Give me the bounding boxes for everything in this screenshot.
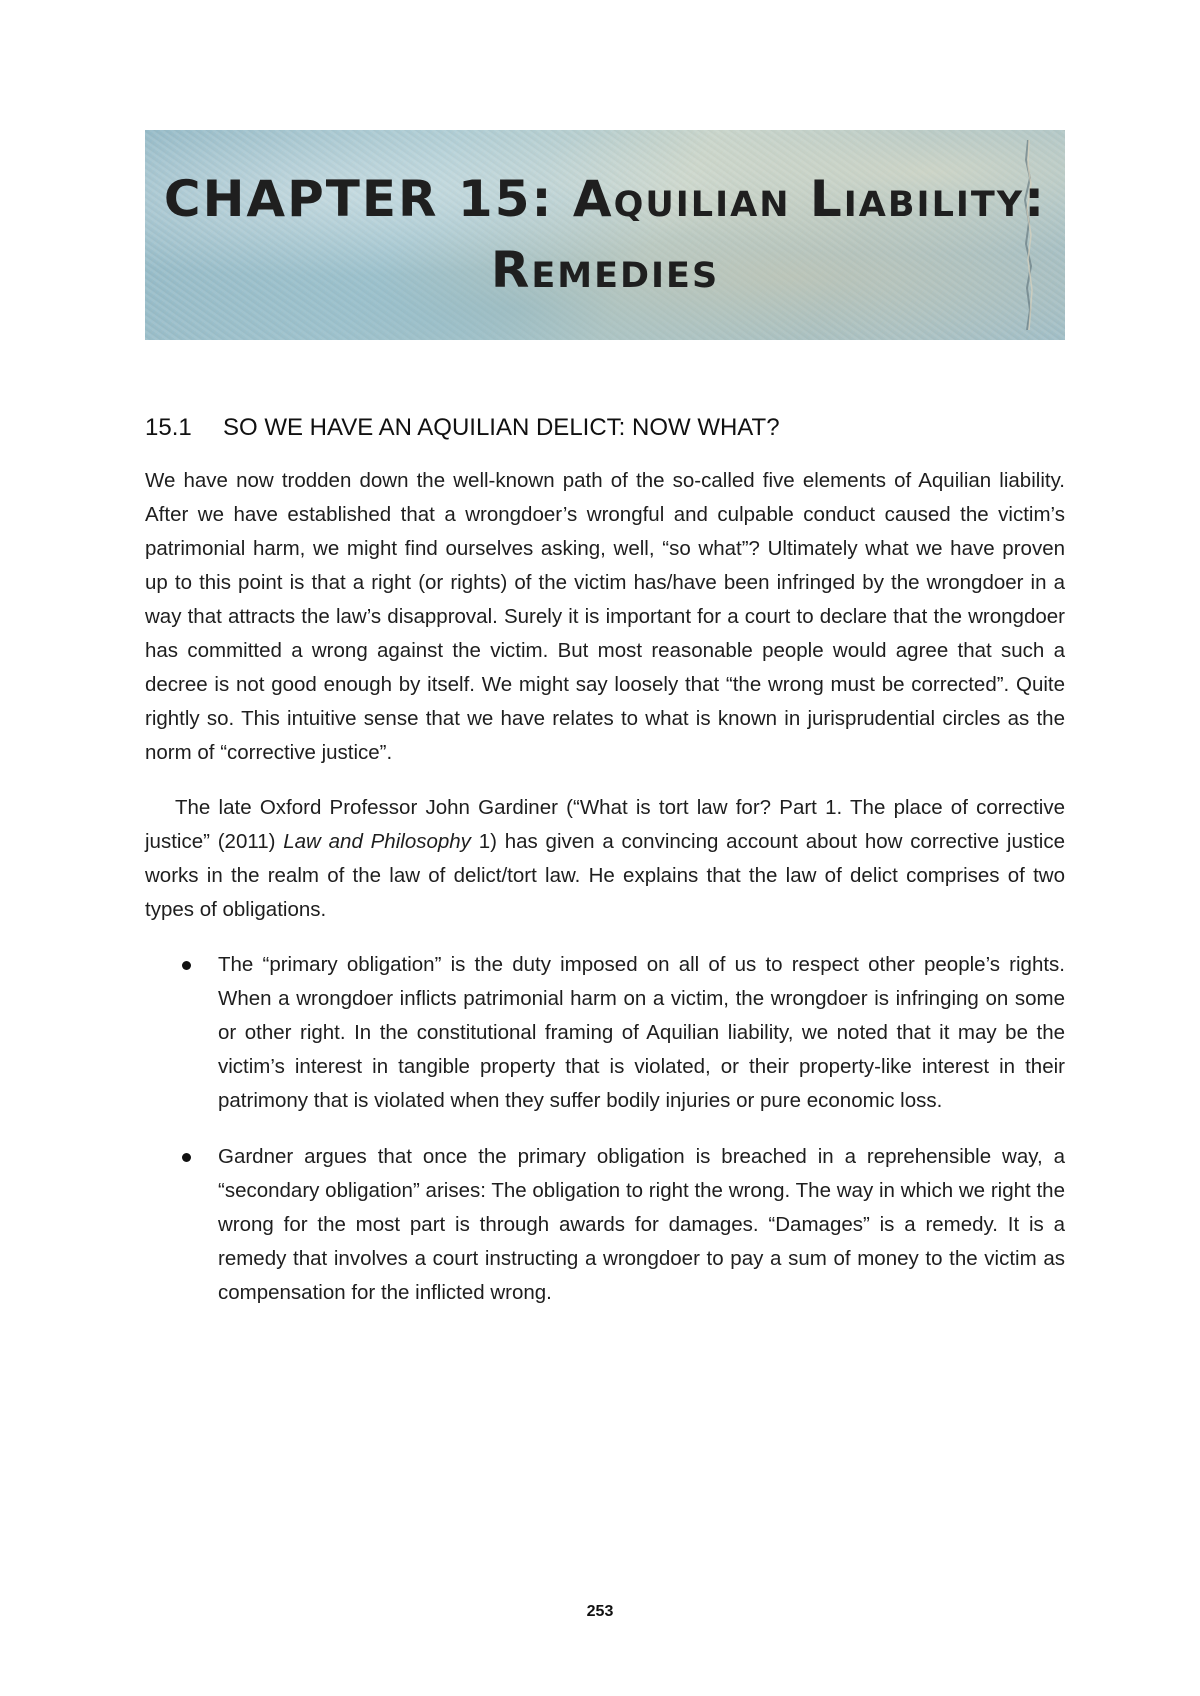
bullet-text: Gardner argues that once the primary obligation is breached in a reprehensible way, a “secondary obligation” arises: The obligation to right the wrong. The way in which we right the wrong for the most part is through awards for damages. “Damages” is a remedy. It is a remedy that involves a court instructing a wrongdoer to pay a sum of money to the victim as compensation for the inflicted wrong. [218, 1145, 1065, 1304]
section-heading [145, 414, 1065, 442]
chapter-title-line-2: Remedies [490, 241, 720, 299]
journal-title: Law and Philosophy [283, 830, 471, 853]
chapter-title [145, 130, 1065, 340]
bullet-item [145, 1140, 1065, 1310]
bullet-dot-icon [182, 1153, 191, 1162]
page-number: 253 [586, 1603, 614, 1620]
bullet-item [145, 948, 1065, 1118]
chapter-banner [145, 130, 1065, 340]
paragraph-2-text-start: The late Oxford Professor John Gardiner (“What is tort law for? Part 1. The place of corrective justice” (2011) [145, 796, 1065, 853]
section-title: SO WE HAVE AN AQUILIAN DELICT: NOW WHAT? [223, 414, 780, 441]
bullet-text: The “primary obligation” is the duty imposed on all of us to respect other people’s rights. When a wrongdoer inflicts patrimonial harm on a victim, the wrongdoer is infringing on some or other right. In the constitutional framing of Aquilian liability, we noted that it may be the victim’s interest in tangible property that is violated, or their property-like interest in their patrimony that is violated when they suffer bodily injuries or pure economic loss. [218, 953, 1065, 1112]
paragraph-1: We have now trodden down the well-known path of the so-called five elements of Aquilian liability. After we have established that a wrongdoer’s wrongful and culpable conduct caused the victim’s patrimonial harm, we might find ourselves asking, well, “so what”? Ultimately what we have proven up to this point is that a right (or rights) of the victim has/have been infringed by the wrongdoer in a way that attracts the law’s disapproval. Surely it is important for a court to declare that the wrongdoer has committed a wrong against the victim. But most reasonable people would agree that such a decree is not good enough by itself. We might say loosely that “the wrong must be corrected”. Quite rightly so. This intuitive sense that we have relates to what is known in jurisprudential circles as the norm of “corrective justice”. [145, 469, 1065, 764]
chapter-title-line-1: CHAPTER 15: Aquilian Liability: [163, 169, 1047, 228]
paragraph-2-text-end: 1) has given a convincing account about how corrective justice works in the realm of the law of delict/tort law. He explains that the law of delict comprises of two types of obligations. [145, 830, 1065, 921]
section-number: 15.1 [145, 414, 192, 441]
bullet-list [145, 948, 1065, 1332]
paragraph-2 [145, 791, 1065, 927]
bullet-dot-icon [182, 961, 191, 970]
